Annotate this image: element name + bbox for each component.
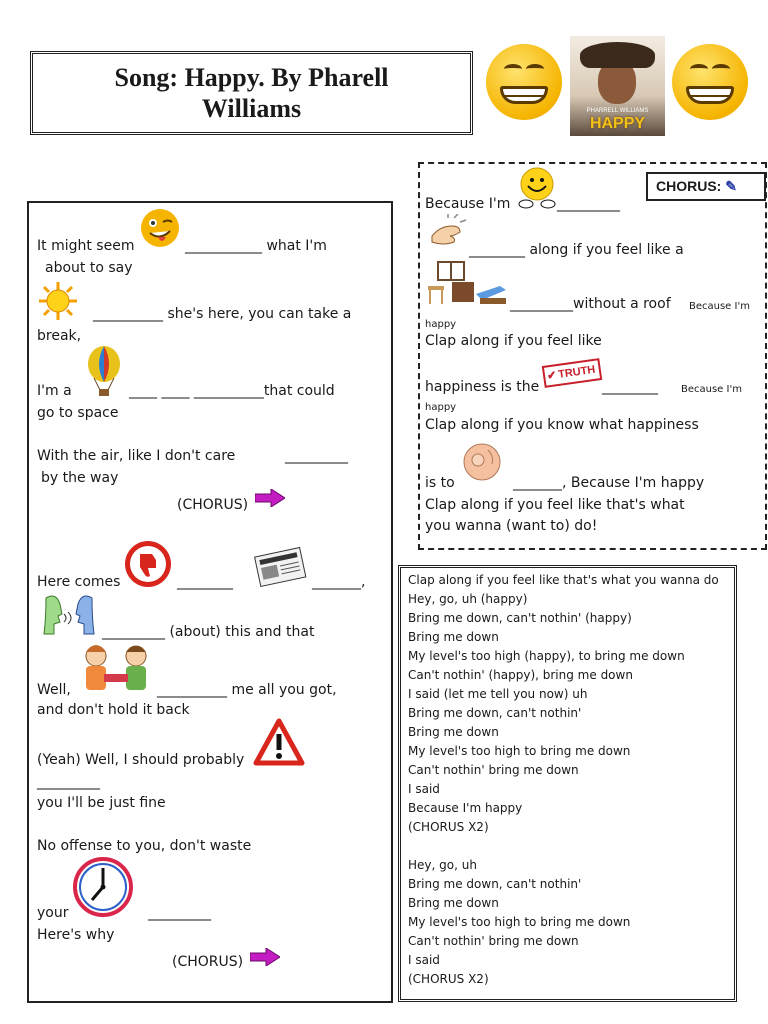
bridge-line: Can't nothin' bring me down [408,934,579,948]
verse-line: and don't hold it back [37,702,190,718]
verse-line: With the air, like I don't care [37,448,236,464]
clapping-hands-icon [428,214,468,250]
truth-text: TRUTH [557,363,597,381]
hot-air-balloon-icon [86,346,122,398]
bridge-line: Clap along if you feel like that's what you wanna do [408,573,719,587]
chorus-line: _________without a roof [510,296,671,312]
verse-line: _________ [148,905,211,921]
bridge-line: Bring me down [408,630,499,644]
verse-line: Here comes [37,574,121,590]
chorus-label [646,172,766,201]
bridge-line: Bring me down, can't nothin' [408,706,582,720]
bridge-line: Hey, go, uh (happy) [408,592,528,606]
chorus-line: Clap along if you know what happiness [425,417,699,433]
chorus-reference: (CHORUS) [177,497,249,513]
verse-line: Here's why [37,927,115,943]
bridge-line: Can't nothin' bring me down [408,763,579,777]
chorus-line: _______, Because I'm happy [513,475,705,491]
warning-sign-icon [253,718,305,766]
talking-heads-icon [40,592,98,638]
chorus-line: Clap along if you feel like that's what [425,497,685,513]
bridge-line: I said [408,953,440,967]
chorus-line: happiness is the [425,379,540,395]
truth-stamp-icon: ✔TRUTH [542,358,602,388]
room-furniture-icon [424,258,508,310]
verse-line: ________ [177,574,233,590]
chorus-label-text: CHORUS: [656,178,722,194]
chorus-line: Because I'm [689,301,750,312]
verse-line: your [37,905,69,921]
verse-line: ____ ____ __________that could [129,383,335,399]
chorus-line: you wanna (want to) do! [425,518,598,534]
chorus-line: _________ [557,196,620,212]
newspaper-icon [251,544,309,588]
chorus-line: is to [425,475,455,491]
album-cover [570,36,665,136]
verse-line: __________ she's here, you can take a [93,306,352,322]
chorus-line: Because I'm [681,384,742,395]
mr-happy-icon [514,164,560,210]
verse-line: _________ [285,448,348,464]
bridge-line: I said [408,782,440,796]
chorus-line: ________ along if you feel like a [469,242,684,258]
page-title: Song: Happy. By Pharell Williams [114,63,389,123]
bridge-line: Bring me down [408,725,499,739]
verse-line: about to say [45,260,133,276]
bridge-line: Because I'm happy [408,801,523,815]
clock-icon [72,856,134,918]
winking-emoji-icon [138,206,182,250]
verse-line: __________ me all you got, [157,682,337,698]
verse-line: ___________ what I'm [185,238,327,254]
verse-line: I'm a [37,383,72,399]
bridge-line: Hey, go, uh [408,858,477,872]
right-arrow-icon [255,489,285,507]
verse-line: _______, [312,574,366,590]
verse-line: by the way [41,470,119,486]
cover-artist: PHARRELL WILLIAMS [586,108,649,114]
verse-line: Well, [37,682,71,698]
verse-line: break, [37,328,82,344]
chorus-reference: (CHORUS) [172,954,244,970]
cover-song: HAPPY [589,115,646,132]
bridge-line: (CHORUS X2) [408,972,489,986]
chorus-line: ________ [602,379,658,395]
bridge-line: (CHORUS X2) [408,820,489,834]
right-arrow-icon [250,948,280,966]
bridge-line: My level's too high (happy), to bring me down [408,649,685,663]
grinning-emoji-icon [486,44,562,120]
grinning-emoji-icon [672,44,748,120]
bridge-line: Bring me down, can't nothin' [408,877,582,891]
bridge-line: My level's too high to bring me down [408,744,631,758]
verse-line: No offense to you, don't waste [37,838,252,854]
bridge-line: Bring me down, can't nothin' (happy) [408,611,632,625]
thumbs-down-icon [124,540,172,588]
bridge-line: I said (let me tell you now) uh [408,687,588,701]
chorus-line: Clap along if you feel like [425,333,602,349]
pointing-finger-icon [458,440,504,486]
title-box [30,51,473,135]
children-sharing-icon [76,642,156,696]
bridge-line: Bring me down [408,896,499,910]
verse-line: _________ (about) this and that [102,624,315,640]
sun-icon [37,280,79,322]
pencil-icon: ✎ [725,178,737,194]
verse-line: (Yeah) Well, I should probably [37,752,245,768]
verse-line: It might seem [37,238,135,254]
bridge-line: Can't nothin' (happy), bring me down [408,668,633,682]
verse-line: _________ [37,774,100,790]
bridge-line: My level's too high to bring me down [408,915,631,929]
verse-line: go to space [37,405,119,421]
chorus-line: happy [425,319,457,330]
verse-line: you I'll be just fine [37,795,166,811]
chorus-line: Because I'm [425,196,511,212]
chorus-line: happy [425,402,457,413]
